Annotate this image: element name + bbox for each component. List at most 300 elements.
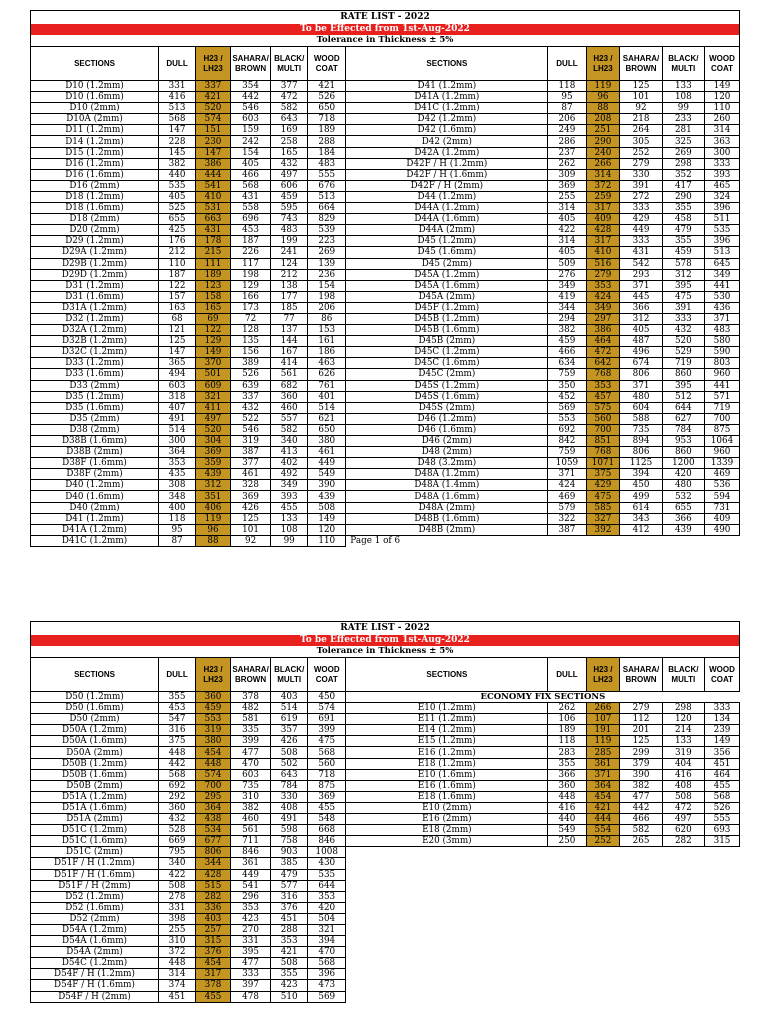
h23-cell: 96 — [586, 92, 620, 103]
wood-cell: 535 — [705, 225, 740, 236]
wood-cell: 206 — [308, 302, 346, 313]
table-row — [31, 747, 740, 758]
h23-cell: 411 — [196, 402, 231, 413]
sahara-cell: 270 — [230, 924, 270, 935]
h23-cell: 574 — [196, 114, 231, 125]
section-cell: D38F (1.6mm) — [31, 458, 159, 469]
sahara-cell: 296 — [230, 891, 270, 902]
wood-cell: 450 — [308, 692, 346, 703]
sahara-cell: 343 — [620, 513, 662, 524]
black-cell: 402 — [271, 458, 308, 469]
sahara-cell: 639 — [230, 380, 270, 391]
table-row — [31, 269, 740, 280]
dull-cell: 340 — [159, 858, 196, 869]
h23-cell: 575 — [586, 402, 620, 413]
col-wood: WOOD COAT — [308, 658, 346, 692]
wood-cell: 401 — [308, 391, 346, 402]
wood-cell: 420 — [308, 902, 346, 913]
dull-cell: 294 — [548, 313, 586, 324]
dull-cell: 422 — [548, 225, 586, 236]
section-cell: E20 (3mm) — [346, 836, 548, 847]
h23-cell: 111 — [196, 258, 231, 269]
dull-cell: 145 — [159, 147, 196, 158]
dull-cell: 508 — [159, 880, 196, 891]
section-cell: D38 (2mm) — [31, 424, 159, 435]
table-row — [31, 769, 740, 780]
h23-cell: 282 — [196, 891, 231, 902]
empty-cell — [586, 858, 620, 869]
black-cell: 582 — [271, 103, 308, 114]
wood-cell: 356 — [705, 747, 740, 758]
empty-cell — [346, 869, 548, 880]
empty-cell — [548, 902, 586, 913]
wood-cell: 314 — [705, 125, 740, 136]
h23-cell: 88 — [586, 103, 620, 114]
h23-cell: 851 — [586, 436, 620, 447]
empty-cell — [586, 902, 620, 913]
black-cell: 144 — [271, 336, 308, 347]
sahara-cell: 333 — [620, 203, 662, 214]
dull-cell: 316 — [159, 725, 196, 736]
col-sahara: SAHARA/ BROWN — [620, 658, 662, 692]
sahara-cell: 581 — [230, 714, 270, 725]
sahara-cell: 390 — [620, 769, 662, 780]
wood-cell: 353 — [308, 891, 346, 902]
wood-cell: 475 — [308, 736, 346, 747]
empty-cell — [346, 924, 548, 935]
effective-date-banner: To be Effected from 1st-Aug-2022 — [30, 24, 740, 35]
wood-cell: 568 — [308, 958, 346, 969]
sahara-cell: 487 — [620, 336, 662, 347]
empty-cell — [586, 880, 620, 891]
h23-cell: 520 — [196, 103, 231, 114]
black-cell: 459 — [662, 247, 704, 258]
wood-cell: 363 — [705, 136, 740, 147]
dull-cell: 795 — [159, 847, 196, 858]
black-cell: 330 — [271, 791, 308, 802]
dull-cell: 212 — [159, 247, 196, 258]
section-cell: D10A (2mm) — [31, 114, 159, 125]
sahara-cell: 371 — [620, 280, 662, 291]
h23-cell: 438 — [196, 814, 231, 825]
wood-cell: 650 — [308, 103, 346, 114]
table-row — [31, 836, 740, 847]
empty-cell — [705, 991, 740, 1002]
section-cell: E18 (2mm) — [346, 825, 548, 836]
table-row — [31, 847, 740, 858]
wood-cell: 803 — [705, 358, 740, 369]
wood-cell: 154 — [308, 280, 346, 291]
section-cell: D33 (2mm) — [31, 380, 159, 391]
sahara-cell: 333 — [620, 236, 662, 247]
sahara-cell: 561 — [230, 825, 270, 836]
dull-cell: 283 — [548, 747, 586, 758]
wood-cell: 555 — [308, 169, 346, 180]
black-cell: 408 — [662, 780, 704, 791]
section-cell: D40 (2mm) — [31, 502, 159, 513]
empty-cell — [548, 991, 586, 1002]
empty-cell — [586, 991, 620, 1002]
h23-cell: 663 — [196, 214, 231, 225]
h23-cell: 516 — [586, 258, 620, 269]
h23-cell: 472 — [586, 347, 620, 358]
table-row — [31, 814, 740, 825]
h23-cell: 369 — [196, 447, 231, 458]
h23-cell: 69 — [196, 313, 231, 324]
wood-cell: 490 — [705, 524, 740, 535]
black-cell: 479 — [271, 869, 308, 880]
h23-cell: 1071 — [586, 458, 620, 469]
section-cell: D32B (1.2mm) — [31, 336, 159, 347]
table-row — [31, 802, 740, 813]
h23-cell: 444 — [586, 814, 620, 825]
sahara-cell: 125 — [620, 81, 662, 92]
dull-cell: 374 — [159, 980, 196, 991]
sheet-title: RATE LIST - 2022 — [30, 621, 740, 635]
wood-cell: 110 — [308, 535, 346, 546]
h23-cell: 574 — [196, 769, 231, 780]
section-cell: D44A (1.6mm) — [346, 214, 548, 225]
black-cell: 460 — [271, 402, 308, 413]
table-row — [31, 502, 740, 513]
section-cell: D41 (1.2mm) — [31, 513, 159, 524]
dull-cell: 568 — [159, 769, 196, 780]
empty-cell — [662, 969, 704, 980]
black-cell: 169 — [271, 125, 308, 136]
black-cell: 108 — [271, 524, 308, 535]
black-cell: 595 — [271, 203, 308, 214]
black-cell: 417 — [662, 180, 704, 191]
empty-cell — [705, 869, 740, 880]
empty-cell — [620, 924, 662, 935]
section-cell: D48A (1.6mm) — [346, 491, 548, 502]
dull-cell: 405 — [548, 247, 586, 258]
wood-cell: 594 — [705, 491, 740, 502]
sahara-cell: 412 — [620, 524, 662, 535]
empty-cell — [586, 924, 620, 935]
table-row — [31, 736, 740, 747]
h23-cell: 609 — [196, 380, 231, 391]
black-cell: 432 — [271, 158, 308, 169]
section-cell: D20 (2mm) — [31, 225, 159, 236]
wood-cell: 691 — [308, 714, 346, 725]
section-cell: D10 (2mm) — [31, 103, 159, 114]
header-row — [31, 658, 740, 692]
black-cell: 177 — [271, 291, 308, 302]
section-cell: D42A (1.2mm) — [346, 147, 548, 158]
wood-cell: 650 — [308, 424, 346, 435]
table-row — [31, 991, 740, 1002]
h23-cell: 585 — [586, 502, 620, 513]
black-cell: 743 — [271, 214, 308, 225]
sahara-cell: 333 — [230, 969, 270, 980]
dull-cell: 432 — [159, 814, 196, 825]
dull-cell: 344 — [548, 302, 586, 313]
dull-cell: 405 — [548, 214, 586, 225]
empty-cell — [548, 936, 586, 947]
h23-cell: 454 — [196, 747, 231, 758]
empty-cell — [662, 924, 704, 935]
black-cell: 404 — [662, 758, 704, 769]
black-cell: 1200 — [662, 458, 704, 469]
section-cell: D45A (1.2mm) — [346, 269, 548, 280]
empty-cell — [705, 980, 740, 991]
col-wood: WOOD COAT — [705, 47, 740, 81]
wood-cell: 409 — [705, 513, 740, 524]
h23-cell: 380 — [196, 736, 231, 747]
h23-cell: 107 — [586, 714, 620, 725]
sahara-cell: 391 — [620, 180, 662, 191]
black-cell: 557 — [271, 413, 308, 424]
table-row — [31, 714, 740, 725]
table-row — [31, 780, 740, 791]
wood-cell: 186 — [308, 347, 346, 358]
black-cell: 532 — [662, 491, 704, 502]
section-cell: D46 (2mm) — [346, 436, 548, 447]
wood-cell: 960 — [705, 447, 740, 458]
section-cell: D52 (1.6mm) — [31, 902, 159, 913]
dull-cell: 349 — [548, 280, 586, 291]
black-cell: 391 — [662, 302, 704, 313]
wood-cell: 161 — [308, 336, 346, 347]
sahara-cell: 478 — [230, 991, 270, 1002]
wood-cell: 390 — [308, 480, 346, 491]
dull-cell: 416 — [548, 802, 586, 813]
h23-cell: 375 — [586, 469, 620, 480]
h23-cell: 768 — [586, 369, 620, 380]
sahara-cell: 331 — [230, 936, 270, 947]
black-cell: 480 — [662, 480, 704, 491]
section-cell: D50A (1.6mm) — [31, 736, 159, 747]
h23-cell: 378 — [196, 980, 231, 991]
sahara-cell: 588 — [620, 413, 662, 424]
col-black: BLACK/ MULTI — [271, 47, 308, 81]
h23-cell: 321 — [196, 391, 231, 402]
dull-cell: 95 — [548, 92, 586, 103]
table-row — [31, 380, 740, 391]
sahara-cell: 431 — [230, 191, 270, 202]
wood-cell: 288 — [308, 136, 346, 147]
wood-cell: 349 — [705, 269, 740, 280]
dull-cell: 308 — [159, 480, 196, 491]
dull-cell: 365 — [159, 358, 196, 369]
sahara-cell: 542 — [620, 258, 662, 269]
wood-cell: 441 — [705, 380, 740, 391]
h23-cell: 459 — [196, 703, 231, 714]
empty-cell — [346, 902, 548, 913]
dull-cell: 255 — [159, 924, 196, 935]
dull-cell: 466 — [548, 347, 586, 358]
black-cell: 439 — [662, 524, 704, 535]
h23-cell: 370 — [196, 358, 231, 369]
section-cell: D42F / H (1.2mm) — [346, 158, 548, 169]
section-cell: D32A (1.2mm) — [31, 325, 159, 336]
sahara-cell: 129 — [230, 280, 270, 291]
section-cell: D51F / H (2mm) — [31, 880, 159, 891]
dull-cell: 157 — [159, 291, 196, 302]
h23-cell: 501 — [196, 369, 231, 380]
black-cell: 492 — [271, 469, 308, 480]
section-cell: D45S (1.6mm) — [346, 391, 548, 402]
wood-cell: 718 — [308, 114, 346, 125]
table-row — [31, 325, 740, 336]
wood-cell: 700 — [705, 413, 740, 424]
black-cell: 529 — [662, 347, 704, 358]
wood-cell: 86 — [308, 313, 346, 324]
dull-cell: 286 — [548, 136, 586, 147]
sahara-cell: 546 — [230, 103, 270, 114]
section-cell: D31 (1.6mm) — [31, 291, 159, 302]
h23-cell: 428 — [586, 225, 620, 236]
wood-cell: 449 — [308, 458, 346, 469]
table-row — [31, 225, 740, 236]
wood-cell: 461 — [308, 447, 346, 458]
sahara-cell: 445 — [620, 291, 662, 302]
dull-cell: 514 — [159, 424, 196, 435]
tolerance-note: Tolerance in Thickness ± 5% — [30, 646, 740, 657]
h23-cell: 314 — [586, 169, 620, 180]
sahara-cell: 806 — [620, 447, 662, 458]
sahara-cell: 252 — [620, 147, 662, 158]
dull-cell: 310 — [159, 936, 196, 947]
black-cell: 355 — [662, 203, 704, 214]
sahara-cell: 480 — [620, 391, 662, 402]
section-cell: E10 (1.2mm) — [346, 703, 548, 714]
table-row — [31, 236, 740, 247]
h23-cell: 364 — [586, 780, 620, 791]
black-cell: 349 — [271, 480, 308, 491]
black-cell: 312 — [662, 269, 704, 280]
sahara-cell: 461 — [230, 469, 270, 480]
h23-cell: 454 — [196, 958, 231, 969]
wood-cell: 469 — [705, 469, 740, 480]
h23-cell: 336 — [196, 902, 231, 913]
h23-cell: 554 — [586, 825, 620, 836]
section-cell: D45A (1.6mm) — [346, 280, 548, 291]
dull-cell: 372 — [159, 947, 196, 958]
dull-cell: 300 — [159, 436, 196, 447]
section-cell: D29B (1.2mm) — [31, 258, 159, 269]
table-row — [31, 491, 740, 502]
black-cell: 643 — [271, 114, 308, 125]
table-row — [31, 125, 740, 136]
section-cell: D33 (1.2mm) — [31, 358, 159, 369]
table-row — [31, 825, 740, 836]
wood-cell: 504 — [308, 913, 346, 924]
section-cell: D38B (1.6mm) — [31, 436, 159, 447]
wood-cell: 149 — [705, 736, 740, 747]
h23-cell: 337 — [196, 81, 231, 92]
dull-cell: 424 — [548, 480, 586, 491]
black-cell: 458 — [662, 214, 704, 225]
h23-cell: 317 — [586, 203, 620, 214]
empty-cell — [548, 924, 586, 935]
table-row — [31, 980, 740, 991]
wood-cell: 568 — [308, 747, 346, 758]
table-row — [31, 313, 740, 324]
wood-cell: 333 — [705, 703, 740, 714]
black-cell: 502 — [271, 758, 308, 769]
dull-cell: 442 — [159, 758, 196, 769]
black-cell: 319 — [662, 747, 704, 758]
dull-cell: 419 — [548, 291, 586, 302]
wood-cell: 441 — [705, 280, 740, 291]
dull-cell: 187 — [159, 269, 196, 280]
dull-cell: 603 — [159, 380, 196, 391]
dull-cell: 163 — [159, 302, 196, 313]
table-row — [31, 480, 740, 491]
empty-cell — [705, 947, 740, 958]
section-cell: D45C (1.2mm) — [346, 347, 548, 358]
wood-cell: 875 — [308, 780, 346, 791]
sahara-cell: 166 — [230, 291, 270, 302]
black-cell: 212 — [271, 269, 308, 280]
wood-cell: 223 — [308, 236, 346, 247]
sahara-cell: 226 — [230, 247, 270, 258]
sahara-cell: 272 — [620, 191, 662, 202]
black-cell: 360 — [271, 391, 308, 402]
empty-cell — [548, 958, 586, 969]
sahara-cell: 293 — [620, 269, 662, 280]
h23-cell: 455 — [196, 991, 231, 1002]
black-cell: 395 — [662, 280, 704, 291]
empty-cell — [620, 936, 662, 947]
h23-cell: 279 — [586, 269, 620, 280]
dull-cell: 237 — [548, 147, 586, 158]
h23-cell: 319 — [196, 725, 231, 736]
sahara-cell: 558 — [230, 203, 270, 214]
black-cell: 472 — [271, 92, 308, 103]
wood-cell: 731 — [705, 502, 740, 513]
black-cell: 325 — [662, 136, 704, 147]
empty-cell — [662, 913, 704, 924]
h23-cell: 285 — [586, 747, 620, 758]
sahara-cell: 92 — [620, 103, 662, 114]
table-row — [31, 103, 740, 114]
sahara-cell: 354 — [230, 81, 270, 92]
wood-cell: 120 — [705, 92, 740, 103]
dull-cell: 440 — [548, 814, 586, 825]
table-row — [31, 535, 740, 546]
sahara-cell: 603 — [230, 769, 270, 780]
dull-cell: 122 — [159, 280, 196, 291]
black-cell: 366 — [662, 513, 704, 524]
dull-cell: 549 — [548, 825, 586, 836]
section-cell: D10 (1.6mm) — [31, 92, 159, 103]
empty-cell — [346, 880, 548, 891]
h23-cell: 129 — [196, 336, 231, 347]
wood-cell: 396 — [705, 203, 740, 214]
section-cell: D16 (2mm) — [31, 180, 159, 191]
black-cell: 455 — [271, 502, 308, 513]
section-cell: E10 (2mm) — [346, 802, 548, 813]
section-cell: D29A (1.2mm) — [31, 247, 159, 258]
sahara-cell: 379 — [620, 758, 662, 769]
empty-cell — [705, 969, 740, 980]
black-cell: 582 — [271, 424, 308, 435]
section-cell: D48 (2mm) — [346, 447, 548, 458]
section-cell: D45A (2mm) — [346, 291, 548, 302]
empty-cell — [346, 969, 548, 980]
empty-cell — [662, 880, 704, 891]
h23-cell: 392 — [586, 524, 620, 535]
effective-date-banner: To be Effected from 1st-Aug-2022 — [30, 635, 740, 646]
wood-cell: 324 — [705, 191, 740, 202]
dull-cell: 369 — [548, 180, 586, 191]
section-cell: D41C (1.2mm) — [346, 103, 548, 114]
black-cell: 357 — [271, 725, 308, 736]
section-cell: D42 (2mm) — [346, 136, 548, 147]
